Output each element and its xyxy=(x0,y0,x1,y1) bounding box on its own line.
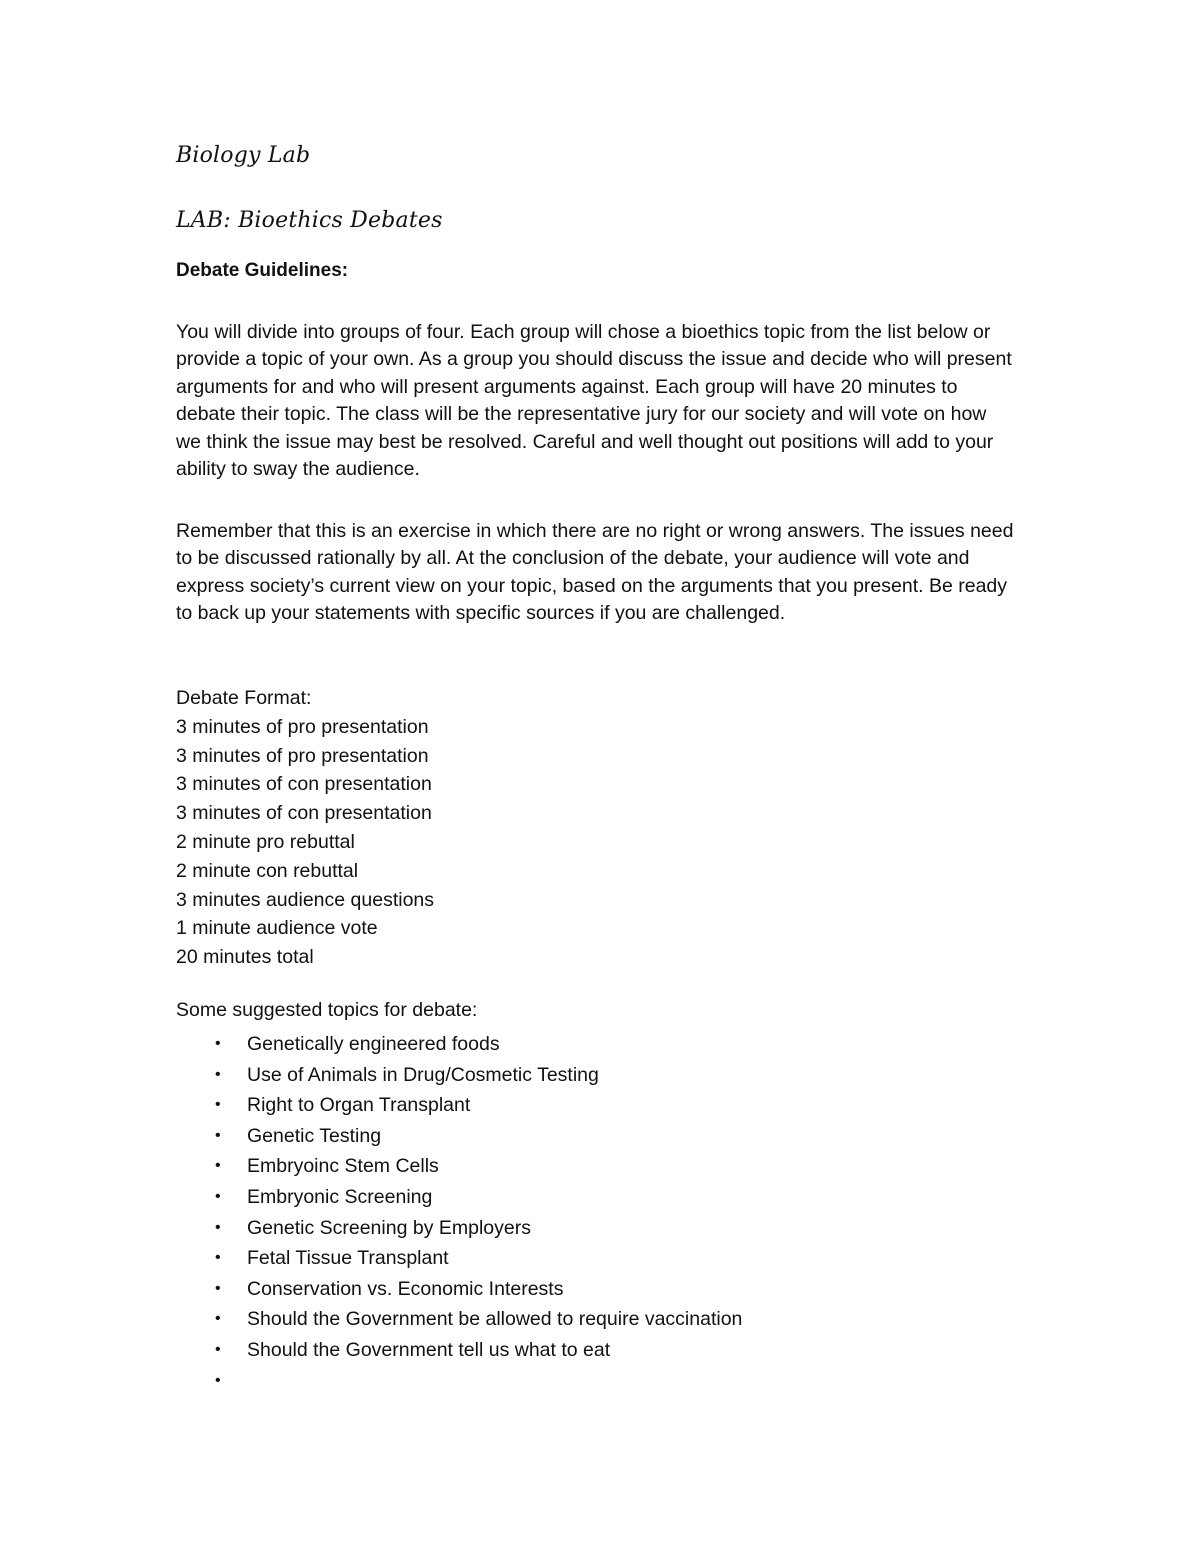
topic-label: Embryonic Screening xyxy=(247,1185,433,1208)
topic-label: Should the Government be allowed to require vaccination xyxy=(247,1308,743,1331)
list-item xyxy=(176,1182,742,1213)
lab-title: LAB: Bioethics Debates xyxy=(176,208,443,233)
bullet-icon: • xyxy=(215,1035,221,1052)
list-item xyxy=(176,1304,742,1335)
format-line: 1 minute audience vote xyxy=(176,917,378,940)
format-line: 3 minutes of pro presentation xyxy=(176,744,429,767)
format-heading: Debate Format: xyxy=(176,687,312,709)
topic-label: Conservation vs. Economic Interests xyxy=(247,1277,564,1300)
topic-label: Fetal Tissue Transplant xyxy=(247,1247,449,1270)
topic-label: Embryoinc Stem Cells xyxy=(247,1155,439,1178)
topic-label: Genetic Screening by Employers xyxy=(247,1216,531,1239)
guidelines-heading: Debate Guidelines: xyxy=(176,260,349,281)
topic-label: Right to Organ Transplant xyxy=(247,1094,471,1117)
bullet-icon: • xyxy=(215,1157,221,1175)
bullet-icon: • xyxy=(215,1371,221,1389)
list-item xyxy=(176,1335,742,1366)
list-item xyxy=(176,1213,742,1244)
format-line: 2 minute pro rebuttal xyxy=(176,830,355,853)
format-line: 3 minutes of pro presentation xyxy=(176,715,429,738)
bullet-icon: • xyxy=(215,1249,221,1267)
format-line: 3 minutes of con presentation xyxy=(176,802,432,825)
list-item xyxy=(176,1029,742,1060)
bullet-icon: • xyxy=(215,1279,221,1297)
topic-label: Should the Government tell us what to eat xyxy=(247,1338,611,1361)
bullet-icon: • xyxy=(215,1126,221,1144)
topics-intro: Some suggested topics for debate: xyxy=(176,999,478,1021)
debate-format xyxy=(176,684,434,972)
bullet-icon: • xyxy=(215,1096,221,1114)
guidelines-paragraph: You will divide into groups of four. Each group will chose a bioethics topic from the list below or provide a topic of your own. As a group you should discuss the issue and decide who will present arguments for and who will present arguments against. Each group will have 20 minutes to debate their topic. The class will be the representative jury for our society and will vote on how we think the issue may best be resolved. Careful and well thought out positions will add to your ability to sway the audience. xyxy=(176,321,1012,481)
list-item xyxy=(176,1274,742,1305)
format-line: 3 minutes of con presentation xyxy=(176,773,432,796)
topics-list xyxy=(176,1029,742,1396)
topic-label: Use of Animals in Drug/Cosmetic Testing xyxy=(247,1063,599,1086)
topic-label: Genetically engineered foods xyxy=(247,1033,500,1055)
bullet-icon: • xyxy=(215,1340,221,1358)
bullet-icon: • xyxy=(215,1310,221,1328)
topic-label: Genetic Testing xyxy=(247,1124,382,1147)
format-line: 2 minute con rebuttal xyxy=(176,859,359,882)
reminder-paragraph: Remember that this is an exercise in which there are no right or wrong answers. The issues need to be discussed rationally by all. At the conclusion of the debate, your audience will vote and express society’s current view on your topic, based on the arguments that you present. Be ready to back up your statements with specific sources if you are challenged. xyxy=(176,520,1014,625)
format-line: 3 minutes audience questions xyxy=(176,888,435,911)
list-item xyxy=(176,1090,742,1121)
format-total: 20 minutes total xyxy=(176,946,314,969)
bullet-icon: • xyxy=(215,1187,221,1205)
bullet-icon: • xyxy=(215,1218,221,1236)
list-item xyxy=(176,1121,742,1152)
list-item xyxy=(176,1243,742,1274)
bullet-icon: • xyxy=(215,1065,221,1083)
course-title: Biology Lab xyxy=(176,143,311,168)
empty-list-item xyxy=(176,1366,742,1397)
list-item xyxy=(176,1060,742,1091)
list-item xyxy=(176,1151,742,1182)
